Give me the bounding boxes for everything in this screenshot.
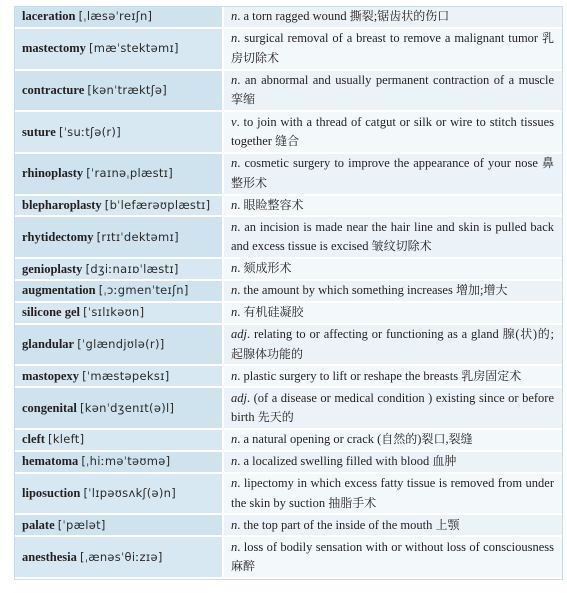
chinese-gloss: 挛缩 [231, 92, 256, 107]
term-word: hematoma [22, 454, 79, 469]
term-cell [15, 451, 223, 473]
glossary-row [15, 451, 562, 473]
definition-text: the amount by which something increases 增加;增大 [243, 283, 508, 298]
glossary-row [15, 365, 562, 387]
glossary-row [15, 28, 562, 70]
chinese-gloss: 缝合 [275, 134, 300, 149]
term-pronunciation: [ˌænəsˈθiːzɪə] [80, 549, 163, 564]
chinese-gloss: 鼻整形术 [231, 156, 555, 190]
term-cell [15, 28, 223, 70]
term-word: rhinoplasty [22, 166, 84, 181]
term-word: suture [22, 124, 56, 139]
definition-text [244, 305, 304, 319]
definition-cell: n. 眼睑整容术 [223, 195, 562, 217]
definition-text: to join with a thread of catgut or silk or wire to stitch tissues together 缝合 [231, 114, 554, 149]
term-pronunciation: [rɪtɪˈdektəmɪ] [96, 229, 179, 244]
part-of-speech: n [231, 156, 238, 171]
term-cell [15, 324, 223, 366]
glossary-row [15, 514, 562, 536]
chinese-gloss: 撕裂 [349, 9, 374, 24]
term-pronunciation: [ˌhiːməˈtəʊmə] [81, 454, 171, 469]
definition-cell: n. the amount by which something increases 增加;增大 [223, 280, 562, 302]
glossary-row [15, 258, 562, 280]
term-cell [15, 195, 223, 217]
term-pronunciation: [ˈmæstəpeksɪ] [82, 368, 170, 383]
part-of-speech: n [231, 432, 238, 447]
term-cell [15, 153, 223, 195]
term-word: genioplasty [22, 261, 83, 276]
part-of-speech: n [231, 305, 238, 320]
part-of-speech: n [231, 476, 238, 491]
definition-cell: n. plastic surgery to lift or reshape the breasts 乳房固定术 [223, 365, 562, 387]
term-word: congenital [22, 400, 77, 415]
definition-text: the top part of the inside of the mouth 上颚 [243, 517, 460, 532]
part-of-speech: n [231, 453, 238, 468]
glossary-row [15, 153, 562, 195]
glossary-row [15, 216, 562, 258]
term-word: rhytidectomy [22, 229, 94, 244]
term-word: mastectomy [22, 41, 86, 56]
term-cell [15, 70, 223, 112]
part-of-speech: adj [231, 390, 247, 405]
part-of-speech: n [231, 219, 238, 234]
glossary-table [15, 7, 562, 579]
part-of-speech: n [231, 517, 238, 532]
definition-cell: n. an abnormal and usually permanent contraction of a muscle 挛缩 [223, 70, 562, 112]
chinese-gloss: 增加 [455, 283, 480, 298]
chinese-gloss: 起腺体功能的 [231, 346, 304, 361]
term-word: cleft [22, 432, 45, 447]
chinese-gloss: 血肿 [432, 453, 457, 468]
term-cell [15, 7, 223, 28]
glossary-row [15, 70, 562, 112]
term-word: mastopexy [22, 368, 79, 383]
definition-cell: n. an incision is made near the hair line and skin is pulled back and excess tissue is excised 皱纹切除术 [223, 216, 562, 258]
term-word: blepharoplasty [22, 198, 102, 213]
term-pronunciation: [ˈglændjʊlə(r)] [77, 337, 165, 352]
chinese-gloss: 锯齿状的伤口 [377, 9, 450, 24]
term-pronunciation: [ˈsɪlɪkəʊn] [83, 305, 145, 320]
part-of-speech: n [231, 197, 238, 212]
term-pronunciation: [bˈlefærəʊplæstɪ] [104, 198, 211, 213]
definition-cell: n. the top part of the inside of the mouth 上颚 [223, 514, 562, 536]
glossary-row [15, 324, 562, 366]
definition-cell: n. 颏成形术 [223, 258, 562, 280]
term-pronunciation: [kənˈdʒenɪt(ə)l] [79, 400, 175, 415]
chinese-gloss: 上颚 [435, 517, 460, 532]
definition-cell: adj. relating to or affecting or functioning as a gland 腺(状)的;起腺体功能的 [223, 324, 562, 366]
definition-text [244, 261, 292, 275]
definition-cell: n. lipectomy in which excess fatty tissue is removed from under the skin by suction 抽脂手术 [223, 473, 562, 515]
glossary-row [15, 473, 562, 515]
definition-cell: v. to join with a thread of catgut or silk or wire to stitch tissues together 缝合 [223, 111, 562, 153]
chinese-gloss: 先天的 [257, 410, 294, 425]
term-cell [15, 473, 223, 515]
glossary-row [15, 280, 562, 302]
chinese-gloss: 眼睑整容术 [243, 197, 304, 212]
glossary-row [15, 302, 562, 324]
part-of-speech: v [231, 114, 237, 129]
term-pronunciation: [ˈsuːtʃə(r)] [58, 124, 121, 139]
chinese-gloss: 乳房切除术 [231, 31, 554, 65]
term-pronunciation: [kənˈtræktʃə] [87, 82, 168, 97]
term-cell [15, 536, 223, 578]
part-of-speech: n [231, 539, 238, 554]
term-word: liposuction [22, 486, 81, 501]
part-of-speech: n [231, 31, 238, 46]
chinese-gloss: 的 [537, 327, 551, 342]
definition-text [244, 198, 304, 212]
term-pronunciation: [ˌɔːgmenˈteɪʃn] [98, 283, 189, 298]
definition-cell: n. a torn ragged wound 撕裂;锯齿状的伤口 [223, 7, 562, 28]
term-cell [15, 216, 223, 258]
chinese-gloss: 自然的 [381, 432, 418, 447]
term-cell [15, 302, 223, 324]
definition-text: an incision is made near the hair line and skin is pulled back and excess tissue is excised 皱纹切除术 [231, 219, 555, 254]
term-pronunciation: [ˈlɪpəʊsʌkʃ(ə)n] [83, 486, 177, 501]
glossary-body [15, 7, 562, 578]
chinese-gloss: 颏成形术 [243, 261, 292, 276]
term-cell [15, 429, 223, 451]
term-pronunciation: [kleft] [48, 432, 85, 447]
definition-cell: n. a localized swelling filled with blood 血肿 [223, 451, 562, 473]
definition-text: (of a disease or medical condition ) existing since or before birth 先天的 [231, 390, 554, 425]
term-word: anesthesia [22, 549, 77, 564]
part-of-speech: n [231, 9, 238, 24]
term-word: palate [22, 517, 55, 532]
part-of-speech: n [231, 283, 238, 298]
glossary-row [15, 111, 562, 153]
definition-text: surgical removal of a breast to remove a malignant tumor 乳房切除术 [231, 31, 554, 65]
definition-text: a localized swelling filled with blood 血肿 [243, 453, 457, 468]
definition-cell: n. a natural opening or crack (自然的)裂口,裂缝 [223, 429, 562, 451]
chinese-gloss: 抽脂手术 [328, 495, 377, 510]
part-of-speech: n [231, 368, 238, 383]
term-word: contracture [22, 82, 85, 97]
term-pronunciation: [ˈpælət] [57, 517, 106, 532]
part-of-speech: adj [231, 327, 247, 342]
part-of-speech: n [231, 261, 238, 276]
chinese-gloss: 乳房固定术 [461, 368, 522, 383]
term-word: augmentation [22, 283, 96, 298]
glossary-row [15, 429, 562, 451]
part-of-speech: n [231, 72, 238, 87]
term-pronunciation: [mæˈstektəmɪ] [89, 41, 179, 56]
term-cell [15, 365, 223, 387]
definition-text: loss of bodily sensation with or without loss of consciousness 麻醉 [231, 539, 555, 574]
term-word: glandular [22, 337, 75, 352]
term-word: laceration [22, 9, 76, 24]
definition-cell: n. surgical removal of a breast to remove a malignant tumor 乳房切除术 [223, 28, 562, 70]
definition-cell: adj. (of a disease or medical condition ) existing since or before birth 先天的 [223, 387, 562, 429]
glossary-row [15, 536, 562, 578]
definition-text: an abnormal and usually permanent contraction of a muscle 挛缩 [231, 72, 555, 107]
definition-cell: n. cosmetic surgery to improve the appearance of your nose 鼻整形术 [223, 153, 562, 195]
term-cell [15, 111, 223, 153]
definition-text: plastic surgery to lift or reshape the breasts 乳房固定术 [243, 368, 522, 383]
chinese-gloss: 裂口 [421, 432, 446, 447]
term-cell [15, 280, 223, 302]
chinese-gloss: 有机硅凝胶 [243, 305, 304, 320]
chinese-gloss: 麻醉 [231, 559, 256, 574]
definition-text: relating to or affecting or functioning as a gland 腺(状)的;起腺体功能的 [231, 327, 554, 361]
term-word: silicone gel [22, 305, 80, 320]
chinese-gloss: 皱纹切除术 [371, 239, 432, 254]
chinese-gloss: 增大 [483, 283, 508, 298]
chinese-gloss: 腺 [502, 327, 516, 342]
chinese-gloss: 裂缝 [448, 432, 473, 447]
term-pronunciation: [ˌlæsəˈreɪʃn] [78, 9, 153, 24]
definition-text: a natural opening or crack (自然的)裂口,裂缝 [243, 432, 473, 447]
term-cell [15, 387, 223, 429]
glossary-row [15, 7, 562, 28]
definition-text: lipectomy in which excess fatty tissue is removed from under the skin by suction 抽脂手术 [231, 476, 554, 510]
term-pronunciation: [dʒiːnaɪɒˈlæstɪ] [85, 261, 179, 276]
glossary-panel [14, 6, 563, 580]
chinese-gloss: 状 [519, 327, 533, 342]
definition-text: cosmetic surgery to improve the appearance of your nose 鼻整形术 [231, 156, 555, 190]
definition-text: a torn ragged wound 撕裂;锯齿状的伤口 [243, 9, 450, 24]
definition-cell: n. loss of bodily sensation with or without loss of consciousness 麻醉 [223, 536, 562, 578]
glossary-row [15, 387, 562, 429]
definition-cell: n. 有机硅凝胶 [223, 302, 562, 324]
glossary-row [15, 195, 562, 217]
term-cell [15, 258, 223, 280]
term-cell [15, 514, 223, 536]
term-pronunciation: [ˈraɪnəˌplæstɪ] [86, 166, 174, 181]
